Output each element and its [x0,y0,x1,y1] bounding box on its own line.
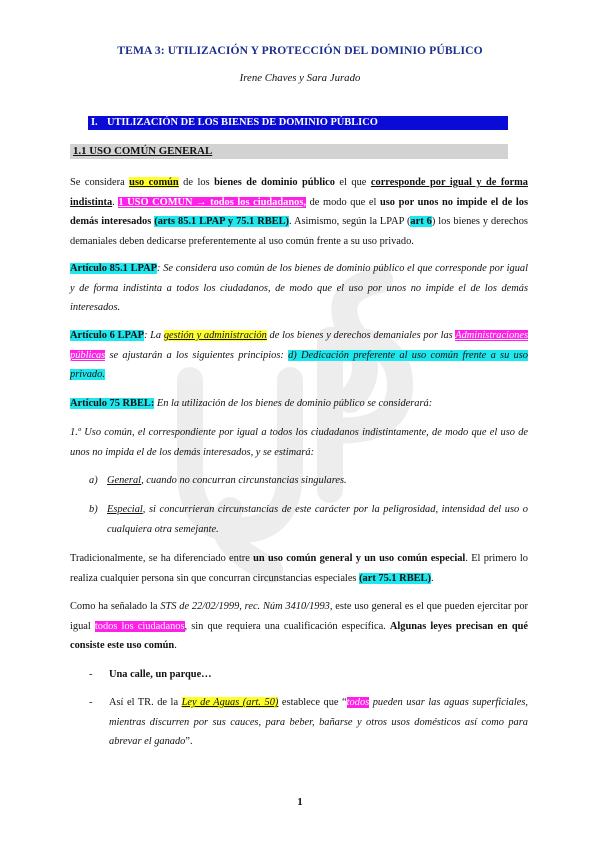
paragraph-uso-comun: 1.º Uso común, el correspondiente por igual a todos los ciudadanos indistintamente, de modo que el uso de unos no impida el de los demás interesados, y se estimará: [70,427,528,458]
document-title: TEMA 3: UTILIZACIÓN Y PROTECCIÓN DEL DOMINIO PÚBLICO [117,44,483,57]
paragraph-sts: Como ha señalado la STS de 22/02/1999, rec. Núm 3410/1993, este uso general es el que pueden ejercitar por igual todos los ciudadanos, sin que requiera una cualificación específica. Algunas leyes precisan en qué consiste este uso común. [70,601,529,651]
document-authors: Irene Chaves y Sara Jurado [239,72,361,84]
paragraph-art-85-1: Artículo 85.1 LPAP: Se considera uso común de los bienes de dominio público el que corresponde por igual y de forma indistinta a todos los ciudadanos, de modo que el uso por unos no impide el de los demás interesados. [70,263,528,313]
list-item: a) General, cuando no concurran circunstancias singulares. [89,475,347,486]
section-number: I. [91,117,98,128]
page-number: 1 [297,796,303,808]
subsection-heading-label: 1.1 USO COMÚN GENERAL [73,145,213,157]
subsection-heading [70,144,508,159]
list-item: - Así el TR. de la Ley de Aguas (art. 50) establece que “todos pueden usar las aguas superficiales, mientras discurren por sus cauces, para beber, bañarse y otros usos domésticos así como para abrevar el ganado”. [89,697,529,747]
paragraph-tradicionalmente: Tradicionalmente, se ha diferenciado entre un uso común general y un uso común especial. El primero lo realiza cualquier persona sin que concurran circunstancias especiales (art 75.1 RBEL). [70,553,528,584]
paragraph-art-75: Artículo 75 RBEL: En la utilización de los bienes de dominio público se considerará: [70,398,433,409]
section-heading-1 [88,116,508,130]
section-heading-label: UTILIZACIÓN DE LOS BIENES DE DOMINIO PÚBLICO [107,117,378,128]
list-item: - Una calle, un parque… [89,669,212,680]
paragraph-intro: Se considera uso común de los bienes de dominio público el que corresponde por igual y de forma indistinta. 1 USO COMÚN → todos los ciudadanos, de modo que el uso por unos no impide el de los demás interesados (arts 85.1 LPAP y 75.1 RBEL). Asimismo, según la LPAP (art 6) los bienes y derechos demaniales deben dedicarse preferentemente al uso común frente a su uso privado. [70,177,529,247]
list-item: b) Especial, si concurrieran circunstancias de este carácter por la peligrosidad, intensidad del uso o cualquiera otra semejante. [89,504,528,535]
paragraph-art-6: Artículo 6 LPAP: La gestión y administración de los bienes y derechos demaniales por las Administraciones públicas se ajustarán a los siguientes principios: d) Dedicación preferente al uso común frente a su uso privado. [70,330,528,380]
